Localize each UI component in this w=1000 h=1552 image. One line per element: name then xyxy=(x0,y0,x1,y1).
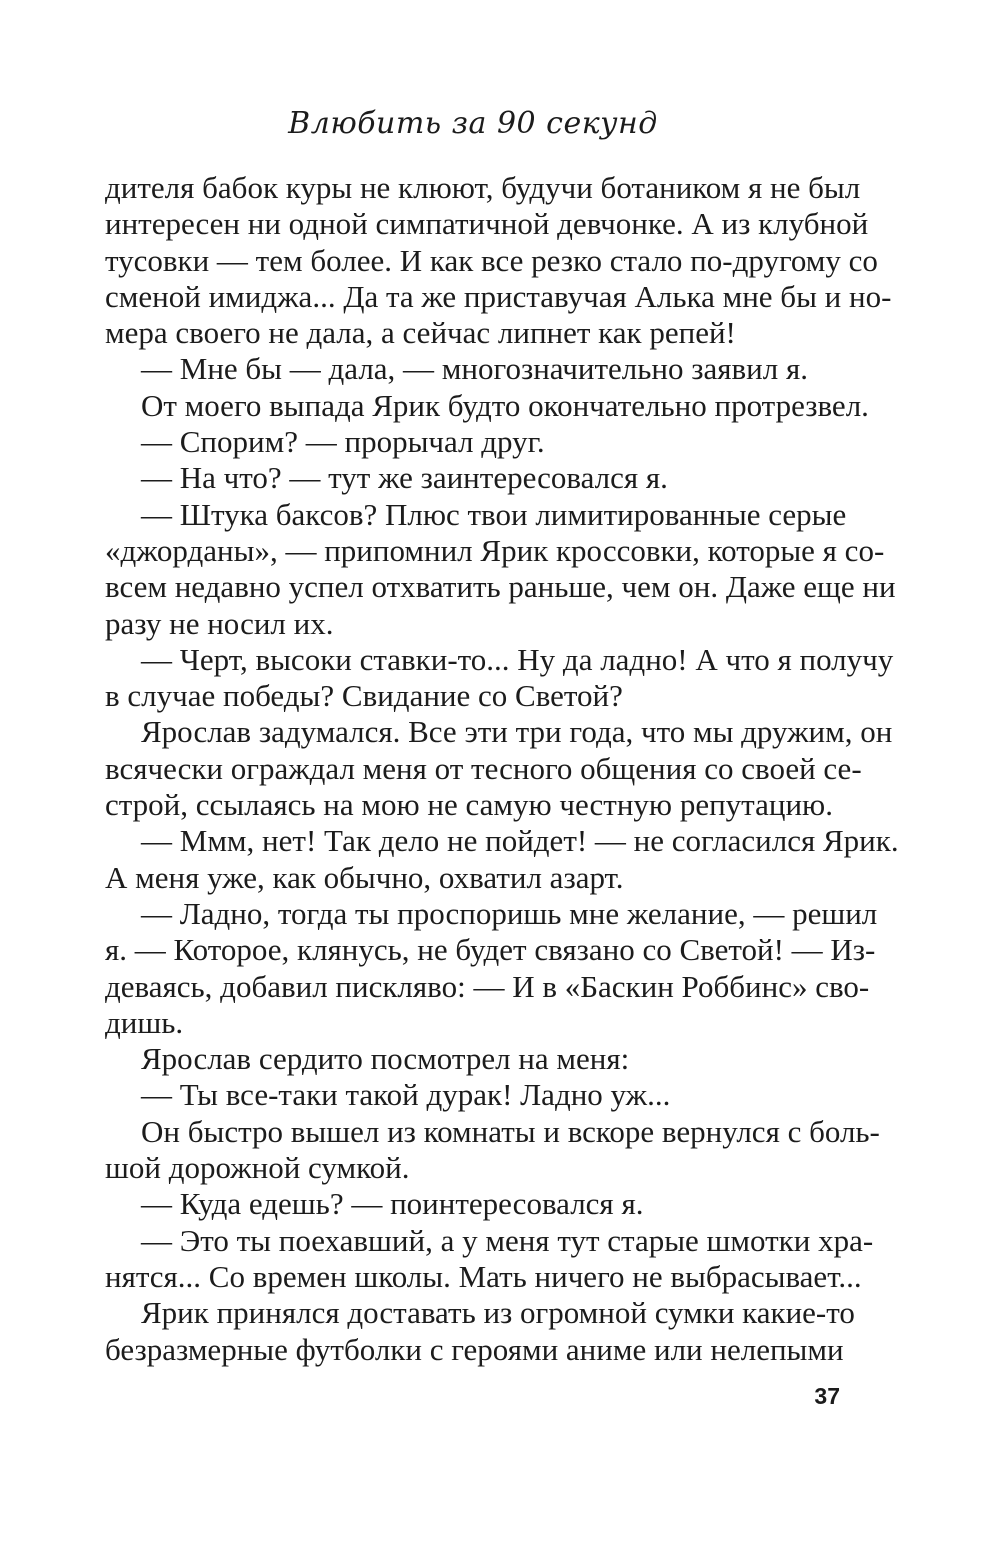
text-line: нятся... Со времен школы. Мать ничего не выбрасывает... xyxy=(105,1258,862,1294)
text-line: — На что? — тут же заинтересовался я. xyxy=(141,460,668,496)
text-line: дителя бабок куры не клюют, будучи ботаником я не был xyxy=(105,170,861,205)
text-line: — Мне бы — дала, — многозначительно заявил я. xyxy=(141,351,808,387)
text-line: безразмерные футболки с героями аниме или нелепыми xyxy=(105,1331,844,1367)
text-line: Ярик принялся доставать из огромной сумки какие-то xyxy=(141,1295,855,1331)
text-line: сменой имиджа... Да та же приставучая Алька мне бы и но- xyxy=(105,278,892,314)
text-line: — Это ты поехавший, а у меня тут старые шмотки хра- xyxy=(141,1222,874,1258)
text-line: мера своего не дала, а сейчас липнет как репей! xyxy=(105,315,736,351)
text-line: От моего выпада Ярик будто окончательно протрезвел. xyxy=(141,387,869,423)
text-line: — Штука баксов? Плюс твои лимитированные серые xyxy=(141,496,847,532)
text-line: дишь. xyxy=(105,1004,184,1040)
text-line: А меня уже, как обычно, охватил азарт. xyxy=(105,859,624,895)
text-line: Ярослав задумался. Все эти три года, что мы дружим, он xyxy=(141,714,893,750)
text-line: — Ты все-таки такой дурак! Ладно уж... xyxy=(141,1077,671,1113)
text-line: — Черт, высоки ставки-то... Ну да ладно! А что я получу xyxy=(141,641,894,677)
text-line: шой дорожной сумкой. xyxy=(105,1150,410,1186)
text-line: тусовки — тем более. И как все резко стало по-другому со xyxy=(105,242,878,278)
running-header-title: Влюбить за 90 секунд xyxy=(288,106,658,141)
text-line: интересен ни одной симпатичной девчонке. А из клубной xyxy=(105,206,869,242)
text-line: в случае победы? Свидание со Светой? xyxy=(105,678,623,714)
text-line: — Спорим? — прорычал друг. xyxy=(141,424,545,460)
text-line: деваясь, добавил пискляво: — И в «Баскин Роббинс» сво- xyxy=(105,968,870,1004)
text-line: «джорданы», — припомнил Ярик кроссовки, которые я со- xyxy=(105,532,885,568)
text-line: — Ммм, нет! Так дело не пойдет! — не согласился Ярик. xyxy=(141,823,899,859)
text-line: всем недавно успел отхватить раньше, чем он. Даже еще ни xyxy=(105,569,896,605)
text-line: Он быстро вышел из комнаты и вскоре вернулся с боль- xyxy=(141,1113,880,1149)
text-line: Ярослав сердито посмотрел на меня: xyxy=(141,1041,630,1077)
text-line: всячески ограждал меня от тесного общения со своей се- xyxy=(105,750,862,786)
page-number: 37 xyxy=(814,1383,840,1409)
text-line: — Ладно, тогда ты проспоришь мне желание, — решил xyxy=(141,895,878,931)
body-text xyxy=(105,170,899,1368)
text-line: — Куда едешь? — поинтересовался я. xyxy=(141,1186,644,1222)
text-line: разу не носил их. xyxy=(105,605,334,641)
text-line: строй, ссылаясь на мою не самую честную репутацию. xyxy=(105,787,833,823)
text-line: я. — Которое, клянусь, не будет связано со Светой! — Из- xyxy=(105,932,876,968)
